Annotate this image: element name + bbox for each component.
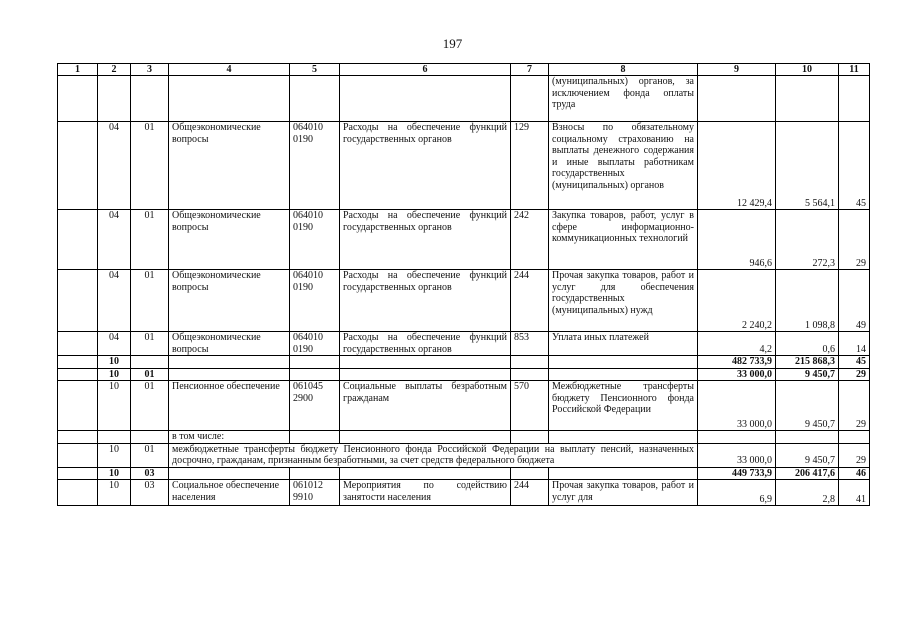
cell-c2: 10: [98, 480, 131, 506]
cell-c5: [290, 431, 340, 444]
cell-c4: [169, 76, 290, 122]
cell-c5: [290, 356, 340, 369]
cell-c7: [511, 368, 549, 381]
cell-c8: Межбюджетные трансферты бюджету Пенсионного фонда Российской Федерации: [549, 381, 698, 431]
cell-c2: 10: [98, 443, 131, 467]
page-number: 197: [442, 36, 463, 51]
cell-c5: 064010 0190: [290, 332, 340, 356]
cell-c4: Пенсионное обеспечение: [169, 381, 290, 431]
cell-c5: 064010 0190: [290, 122, 340, 210]
cell-c7: 570: [511, 381, 549, 431]
cell-c4: Общеэкономические вопросы: [169, 122, 290, 210]
cell-c9: 12 429,4: [698, 122, 776, 210]
cell-c1: [58, 122, 98, 210]
cell-c8: [549, 431, 698, 444]
cell-c9: 946,6: [698, 210, 776, 270]
cell-c10: [776, 76, 839, 122]
cell-c11: 29: [839, 443, 870, 467]
cell-c5: [290, 368, 340, 381]
col-header: 4: [169, 64, 290, 76]
cell-c5: 061045 2900: [290, 381, 340, 431]
cell-c10: 2,8: [776, 480, 839, 506]
cell-c4: Общеэкономические вопросы: [169, 210, 290, 270]
cell-c6: Социальные выплаты безработным гражданам: [340, 381, 511, 431]
table-row: [58, 381, 870, 431]
table-row: [58, 122, 870, 210]
cell-c9: [698, 76, 776, 122]
cell-c6: Мероприятия по содействию занятости населения: [340, 480, 511, 506]
col-header: 10: [776, 64, 839, 76]
cell-c2: 10: [98, 381, 131, 431]
cell-c9: 33 000,0: [698, 381, 776, 431]
cell-c7: [511, 467, 549, 480]
cell-c10: 215 868,3: [776, 356, 839, 369]
subtotal-row: [58, 368, 870, 381]
header-row: [58, 64, 870, 76]
table-row: [58, 443, 870, 467]
cell-c9: 6,9: [698, 480, 776, 506]
cell-c2: 04: [98, 270, 131, 332]
cell-c11: 29: [839, 381, 870, 431]
cell-c8: Закупка товаров, работ, услуг в сфере информационно-коммуникационных технологий: [549, 210, 698, 270]
cell-c7: 244: [511, 270, 549, 332]
cell-c3: 01: [131, 122, 169, 210]
cell-c7: 129: [511, 122, 549, 210]
table-row: [58, 76, 870, 122]
cell-c8: [549, 356, 698, 369]
cell-c3: 01: [131, 332, 169, 356]
cell-c3: 01: [131, 381, 169, 431]
col-header: 5: [290, 64, 340, 76]
budget-table: [57, 63, 870, 506]
cell-c3: 01: [131, 368, 169, 381]
cell-c9: 4,2: [698, 332, 776, 356]
table-row: [58, 270, 870, 332]
cell-c11: 29: [839, 368, 870, 381]
table-row: [58, 431, 870, 444]
cell-c2: 04: [98, 210, 131, 270]
cell-c11: 45: [839, 356, 870, 369]
cell-c11: 46: [839, 467, 870, 480]
cell-c7: 242: [511, 210, 549, 270]
cell-c1: [58, 76, 98, 122]
cell-c1: [58, 210, 98, 270]
cell-c5: 064010 0190: [290, 270, 340, 332]
cell-c8: Уплата иных платежей: [549, 332, 698, 356]
cell-c11: 45: [839, 122, 870, 210]
cell-c1: [58, 368, 98, 381]
col-header: 2: [98, 64, 131, 76]
cell-c8: (муниципальных) органов, за исключением фонда оплаты труда: [549, 76, 698, 122]
cell-c8: [549, 368, 698, 381]
cell-c10: 0,6: [776, 332, 839, 356]
cell-c1: [58, 431, 98, 444]
cell-c1: [58, 356, 98, 369]
cell-c8: Прочая закупка товаров, работ и услуг для: [549, 480, 698, 506]
cell-c9: 2 240,2: [698, 270, 776, 332]
cell-c2: [98, 431, 131, 444]
cell-c11: 29: [839, 210, 870, 270]
cell-c10: 9 450,7: [776, 381, 839, 431]
col-header: 7: [511, 64, 549, 76]
cell-c7: [511, 356, 549, 369]
cell-c4: Социальное обеспечение населения: [169, 480, 290, 506]
cell-c11: [839, 431, 870, 444]
cell-c1: [58, 443, 98, 467]
cell-c6: Расходы на обеспечение функций государственных органов: [340, 122, 511, 210]
note-text: межбюджетные трансферты бюджету Пенсионного фонда Российской Федерации на выплату пенсий, назначенных досрочно, гражданам, признанным безработными, за счет средств федерального бюджета: [169, 443, 698, 467]
cell-c10: 272,3: [776, 210, 839, 270]
cell-c10: 206 417,6: [776, 467, 839, 480]
cell-c8: [549, 467, 698, 480]
cell-c10: 1 098,8: [776, 270, 839, 332]
cell-c11: 49: [839, 270, 870, 332]
cell-c11: [839, 76, 870, 122]
cell-c7: 244: [511, 480, 549, 506]
table-row: [58, 332, 870, 356]
table-row: [58, 480, 870, 506]
col-header: 6: [340, 64, 511, 76]
cell-c4: Общеэкономические вопросы: [169, 270, 290, 332]
cell-c1: [58, 381, 98, 431]
cell-c6: Расходы на обеспечение функций государственных органов: [340, 332, 511, 356]
cell-c3: [131, 431, 169, 444]
cell-c1: [58, 270, 98, 332]
cell-c10: 9 450,7: [776, 368, 839, 381]
cell-c10: [776, 431, 839, 444]
cell-c8: Прочая закупка товаров, работ и услуг для обеспечения государственных (муниципальных) нужд: [549, 270, 698, 332]
cell-c3: 03: [131, 467, 169, 480]
col-header: 11: [839, 64, 870, 76]
cell-c7: [511, 76, 549, 122]
cell-c5: 061012 9910: [290, 480, 340, 506]
col-header: 3: [131, 64, 169, 76]
cell-c3: [131, 356, 169, 369]
cell-c7: 853: [511, 332, 549, 356]
cell-c4: [169, 467, 290, 480]
table-row: [58, 210, 870, 270]
cell-c3: 01: [131, 443, 169, 467]
cell-c2: 10: [98, 467, 131, 480]
cell-c8: Взносы по обязательному социальному страхованию на выплаты денежного содержания и иные выплаты работникам государственных (муниципальных) органов: [549, 122, 698, 210]
subtotal-row: [58, 356, 870, 369]
cell-c6: [340, 467, 511, 480]
cell-c5: [290, 76, 340, 122]
cell-c6: [340, 368, 511, 381]
cell-c1: [58, 480, 98, 506]
cell-c10: 9 450,7: [776, 443, 839, 467]
cell-c7: [511, 431, 549, 444]
cell-c11: 41: [839, 480, 870, 506]
cell-c9: 33 000,0: [698, 443, 776, 467]
cell-c11: 14: [839, 332, 870, 356]
cell-c6: Расходы на обеспечение функций государственных органов: [340, 270, 511, 332]
cell-c4: [169, 356, 290, 369]
cell-c6: [340, 431, 511, 444]
cell-c3: [131, 76, 169, 122]
cell-c2: 04: [98, 332, 131, 356]
cell-c3: 03: [131, 480, 169, 506]
cell-c4: в том числе:: [169, 431, 290, 444]
subtotal-row: [58, 467, 870, 480]
cell-c9: 33 000,0: [698, 368, 776, 381]
cell-c4: Общеэкономические вопросы: [169, 332, 290, 356]
cell-c9: [698, 431, 776, 444]
cell-c3: 01: [131, 210, 169, 270]
cell-c3: 01: [131, 270, 169, 332]
cell-c5: 064010 0190: [290, 210, 340, 270]
cell-c9: 482 733,9: [698, 356, 776, 369]
cell-c10: 5 564,1: [776, 122, 839, 210]
cell-c6: Расходы на обеспечение функций государственных органов: [340, 210, 511, 270]
cell-c4: [169, 368, 290, 381]
cell-c2: 10: [98, 356, 131, 369]
cell-c1: [58, 467, 98, 480]
col-header: 1: [58, 64, 98, 76]
cell-c2: [98, 76, 131, 122]
cell-c2: 04: [98, 122, 131, 210]
col-header: 9: [698, 64, 776, 76]
cell-c6: [340, 76, 511, 122]
cell-c5: [290, 467, 340, 480]
cell-c6: [340, 356, 511, 369]
cell-c9: 449 733,9: [698, 467, 776, 480]
cell-c1: [58, 332, 98, 356]
cell-c2: 10: [98, 368, 131, 381]
col-header: 8: [549, 64, 698, 76]
